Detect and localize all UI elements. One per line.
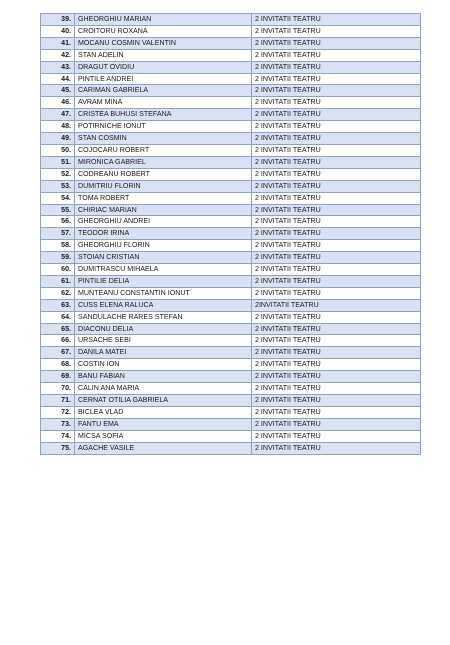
participant-name: DIACONU DELIA bbox=[75, 323, 252, 335]
prize-description: 2 INVITATII TEATRU bbox=[252, 204, 421, 216]
participant-name: CRISTEA BUHUSI STEFANA bbox=[75, 109, 252, 121]
table-row bbox=[41, 228, 421, 240]
prize-description: 2 INVITATII TEATRU bbox=[252, 430, 421, 442]
row-number: 54. bbox=[41, 192, 75, 204]
prize-description: 2 INVITATII TEATRU bbox=[252, 323, 421, 335]
prize-description: 2 INVITATII TEATRU bbox=[252, 383, 421, 395]
table-row bbox=[41, 109, 421, 121]
table-row bbox=[41, 252, 421, 264]
table-row bbox=[41, 371, 421, 383]
table-row bbox=[41, 25, 421, 37]
prize-description: 2 INVITATII TEATRU bbox=[252, 73, 421, 85]
table-row bbox=[41, 335, 421, 347]
prize-description: 2 INVITATII TEATRU bbox=[252, 25, 421, 37]
table-row bbox=[41, 383, 421, 395]
prize-description: 2INVITATII TEATRU bbox=[252, 299, 421, 311]
winners-table-body bbox=[41, 14, 421, 455]
participant-name: STAN COSMIN bbox=[75, 133, 252, 145]
row-number: 41. bbox=[41, 37, 75, 49]
prize-description: 2 INVITATII TEATRU bbox=[252, 418, 421, 430]
prize-description: 2 INVITATII TEATRU bbox=[252, 406, 421, 418]
row-number: 72. bbox=[41, 406, 75, 418]
prize-description: 2 INVITATII TEATRU bbox=[252, 216, 421, 228]
table-row bbox=[41, 144, 421, 156]
participant-name: URSACHE SEBI bbox=[75, 335, 252, 347]
row-number: 46. bbox=[41, 97, 75, 109]
row-number: 40. bbox=[41, 25, 75, 37]
prize-description: 2 INVITATII TEATRU bbox=[252, 144, 421, 156]
participant-name: FANTU EMA bbox=[75, 418, 252, 430]
prize-description: 2 INVITATII TEATRU bbox=[252, 275, 421, 287]
prize-description: 2 INVITATII TEATRU bbox=[252, 240, 421, 252]
participant-name: STOIAN CRISTIAN bbox=[75, 252, 252, 264]
row-number: 47. bbox=[41, 109, 75, 121]
participant-name: CROITORU ROXANA bbox=[75, 25, 252, 37]
row-number: 48. bbox=[41, 121, 75, 133]
participant-name: PINTILE ANDREI bbox=[75, 73, 252, 85]
table-row bbox=[41, 359, 421, 371]
prize-description: 2 INVITATII TEATRU bbox=[252, 359, 421, 371]
prize-description: 2 INVITATII TEATRU bbox=[252, 97, 421, 109]
row-number: 60. bbox=[41, 264, 75, 276]
prize-description: 2 INVITATII TEATRU bbox=[252, 228, 421, 240]
participant-name: CODREANU ROBERT bbox=[75, 168, 252, 180]
table-row bbox=[41, 240, 421, 252]
table-row bbox=[41, 442, 421, 454]
row-number: 66. bbox=[41, 335, 75, 347]
table-row bbox=[41, 85, 421, 97]
table-row bbox=[41, 192, 421, 204]
participant-name: DUMITRIU FLORIN bbox=[75, 180, 252, 192]
table-row bbox=[41, 37, 421, 49]
table-row bbox=[41, 347, 421, 359]
prize-description: 2 INVITATII TEATRU bbox=[252, 37, 421, 49]
prize-description: 2 INVITATII TEATRU bbox=[252, 311, 421, 323]
prize-description: 2 INVITATII TEATRU bbox=[252, 252, 421, 264]
table-row bbox=[41, 121, 421, 133]
participant-name: PINTILIE DELIA bbox=[75, 275, 252, 287]
prize-description: 2 INVITATII TEATRU bbox=[252, 192, 421, 204]
participant-name: MUNTEANU CONSTANTIN IONUT bbox=[75, 287, 252, 299]
participant-name: AGACHE VASILE bbox=[75, 442, 252, 454]
row-number: 43. bbox=[41, 61, 75, 73]
prize-description: 2 INVITATII TEATRU bbox=[252, 61, 421, 73]
prize-description: 2 INVITATII TEATRU bbox=[252, 347, 421, 359]
row-number: 58. bbox=[41, 240, 75, 252]
row-number: 63. bbox=[41, 299, 75, 311]
participant-name: TOMA ROBERT bbox=[75, 192, 252, 204]
prize-description: 2 INVITATII TEATRU bbox=[252, 395, 421, 407]
participant-name: CARIMAN GABRIELA bbox=[75, 85, 252, 97]
prize-description: 2 INVITATII TEATRU bbox=[252, 14, 421, 26]
participant-name: CUSS ELENA RALUCA bbox=[75, 299, 252, 311]
participant-name: TEODOR IRINA bbox=[75, 228, 252, 240]
table-row bbox=[41, 97, 421, 109]
participant-name: BANU FABIAN bbox=[75, 371, 252, 383]
participant-name: CHIRIAC MARIAN bbox=[75, 204, 252, 216]
participant-name: MOCANU COSMIN VALENTIN bbox=[75, 37, 252, 49]
participant-name: COSTIN ION bbox=[75, 359, 252, 371]
prize-description: 2 INVITATII TEATRU bbox=[252, 180, 421, 192]
row-number: 42. bbox=[41, 49, 75, 61]
participant-name: POTIRNICHE IONUT bbox=[75, 121, 252, 133]
participant-name: DRAGUT OVIDIU bbox=[75, 61, 252, 73]
row-number: 57. bbox=[41, 228, 75, 240]
row-number: 61. bbox=[41, 275, 75, 287]
table-row bbox=[41, 395, 421, 407]
prize-description: 2 INVITATII TEATRU bbox=[252, 371, 421, 383]
row-number: 45. bbox=[41, 85, 75, 97]
row-number: 50. bbox=[41, 144, 75, 156]
table-row bbox=[41, 49, 421, 61]
row-number: 65. bbox=[41, 323, 75, 335]
participant-name: DANILA MATEI bbox=[75, 347, 252, 359]
row-number: 70. bbox=[41, 383, 75, 395]
prize-description: 2 INVITATII TEATRU bbox=[252, 168, 421, 180]
table-row bbox=[41, 216, 421, 228]
row-number: 49. bbox=[41, 133, 75, 145]
table-row bbox=[41, 61, 421, 73]
participant-name: DUMITRASCU MIHAELA bbox=[75, 264, 252, 276]
row-number: 67. bbox=[41, 347, 75, 359]
row-number: 75. bbox=[41, 442, 75, 454]
table-row bbox=[41, 406, 421, 418]
participant-name: STAN ADELIN bbox=[75, 49, 252, 61]
row-number: 68. bbox=[41, 359, 75, 371]
participant-name: CERNAT OTILIA GABRIELA bbox=[75, 395, 252, 407]
participant-name: GHEORGHIU FLORIN bbox=[75, 240, 252, 252]
prize-description: 2 INVITATII TEATRU bbox=[252, 49, 421, 61]
participant-name: BICLEA VLAD bbox=[75, 406, 252, 418]
table-row bbox=[41, 287, 421, 299]
participant-name: AVRAM MINA bbox=[75, 97, 252, 109]
table-row bbox=[41, 168, 421, 180]
table-row bbox=[41, 180, 421, 192]
prize-description: 2 INVITATII TEATRU bbox=[252, 85, 421, 97]
participant-name: MIRONICA GABRIEL bbox=[75, 156, 252, 168]
winners-table bbox=[40, 13, 421, 455]
prize-description: 2 INVITATII TEATRU bbox=[252, 335, 421, 347]
table-row bbox=[41, 418, 421, 430]
participant-name: GHEORGHIU ANDREI bbox=[75, 216, 252, 228]
participant-name: CALIN ANA MARIA bbox=[75, 383, 252, 395]
table-row bbox=[41, 275, 421, 287]
table-row bbox=[41, 311, 421, 323]
row-number: 56. bbox=[41, 216, 75, 228]
row-number: 74. bbox=[41, 430, 75, 442]
row-number: 53. bbox=[41, 180, 75, 192]
table-row bbox=[41, 14, 421, 26]
participant-name: SANDULACHE RARES STEFAN bbox=[75, 311, 252, 323]
prize-description: 2 INVITATII TEATRU bbox=[252, 121, 421, 133]
prize-description: 2 INVITATII TEATRU bbox=[252, 109, 421, 121]
row-number: 64. bbox=[41, 311, 75, 323]
prize-description: 2 INVITATII TEATRU bbox=[252, 133, 421, 145]
table-row bbox=[41, 430, 421, 442]
prize-description: 2 INVITATII TEATRU bbox=[252, 264, 421, 276]
prize-description: 2 INVITATII TEATRU bbox=[252, 287, 421, 299]
row-number: 52. bbox=[41, 168, 75, 180]
row-number: 69. bbox=[41, 371, 75, 383]
participant-name: COJOCARU ROBERT bbox=[75, 144, 252, 156]
row-number: 51. bbox=[41, 156, 75, 168]
table-row bbox=[41, 264, 421, 276]
table-row bbox=[41, 133, 421, 145]
row-number: 55. bbox=[41, 204, 75, 216]
row-number: 73. bbox=[41, 418, 75, 430]
participant-name: MICSA SOFIA bbox=[75, 430, 252, 442]
row-number: 71. bbox=[41, 395, 75, 407]
row-number: 59. bbox=[41, 252, 75, 264]
row-number: 39. bbox=[41, 14, 75, 26]
prize-description: 2 INVITATII TEATRU bbox=[252, 156, 421, 168]
participant-name: GHEORGHIU MARIAN bbox=[75, 14, 252, 26]
prize-description: 2 INVITATII TEATRU bbox=[252, 442, 421, 454]
row-number: 62. bbox=[41, 287, 75, 299]
table-row bbox=[41, 323, 421, 335]
table-row bbox=[41, 299, 421, 311]
row-number: 44. bbox=[41, 73, 75, 85]
table-row bbox=[41, 204, 421, 216]
table-row bbox=[41, 73, 421, 85]
table-row bbox=[41, 156, 421, 168]
